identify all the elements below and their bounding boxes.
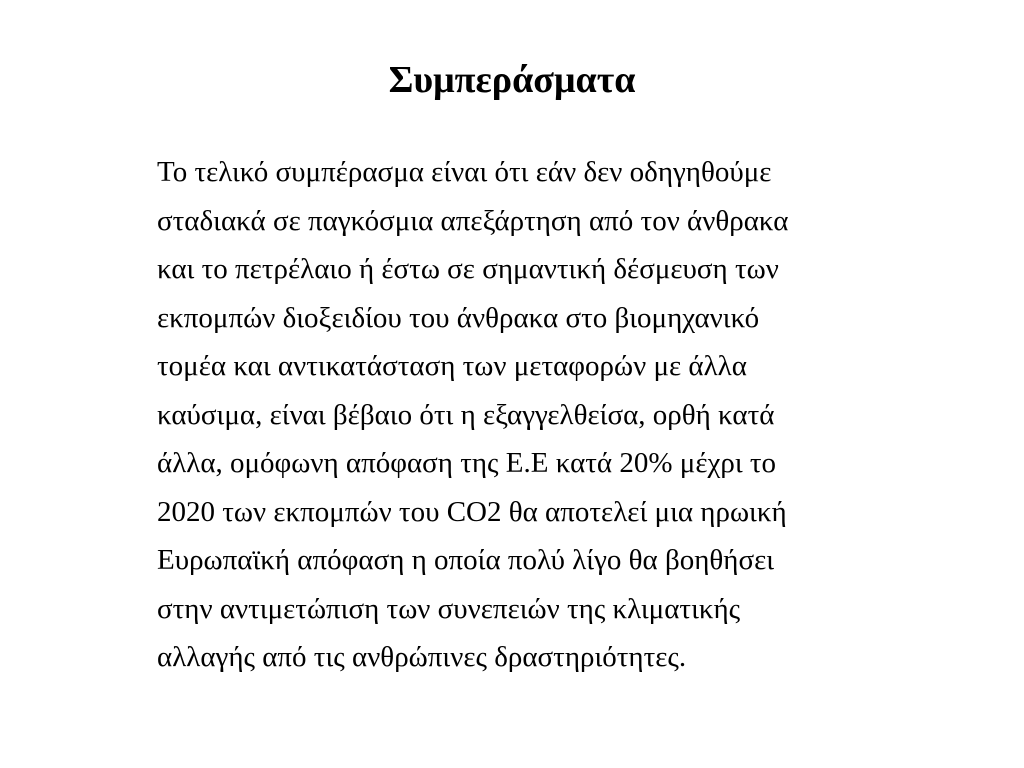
body-line: Το τελικό συμπέρασμα είναι ότι εάν δεν οδηγηθούμε	[157, 156, 772, 188]
body-line: στην αντιμετώπιση των συνεπειών της κλιματικής	[157, 592, 741, 625]
body-line: άλλα, ομόφωνη απόφαση της Ε.Ε κατά 20% μέχρι το	[157, 447, 777, 479]
body-line: τομέα και αντικατάσταση των μεταφορών με άλλα	[157, 350, 747, 382]
body-line: 2020 των εκπομπών του CO2 θα αποτελεί μια ηρωική	[157, 495, 787, 528]
slide-body-text	[157, 148, 937, 682]
body-line: Ευρωπαϊκή απόφαση η οποία πολύ λίγο θα βοηθήσει	[157, 544, 775, 576]
body-line: καύσιμα, είναι βέβαιο ότι η εξαγγελθείσα, ορθή κατά	[157, 398, 775, 431]
slide-title: Συμπεράσματα	[388, 59, 636, 101]
body-line: αλλαγής από τις ανθρώπινες δραστηριότητες.	[157, 641, 687, 673]
body-line: και το πετρέλαιο ή έστω σε σημαντική δέσμευση των	[157, 253, 779, 285]
body-line: σταδιακά σε παγκόσμια απεξάρτηση από τον άνθρακα	[157, 204, 789, 237]
body-line: εκπομπών διοξειδίου του άνθρακα στο βιομηχανικό	[157, 301, 760, 334]
